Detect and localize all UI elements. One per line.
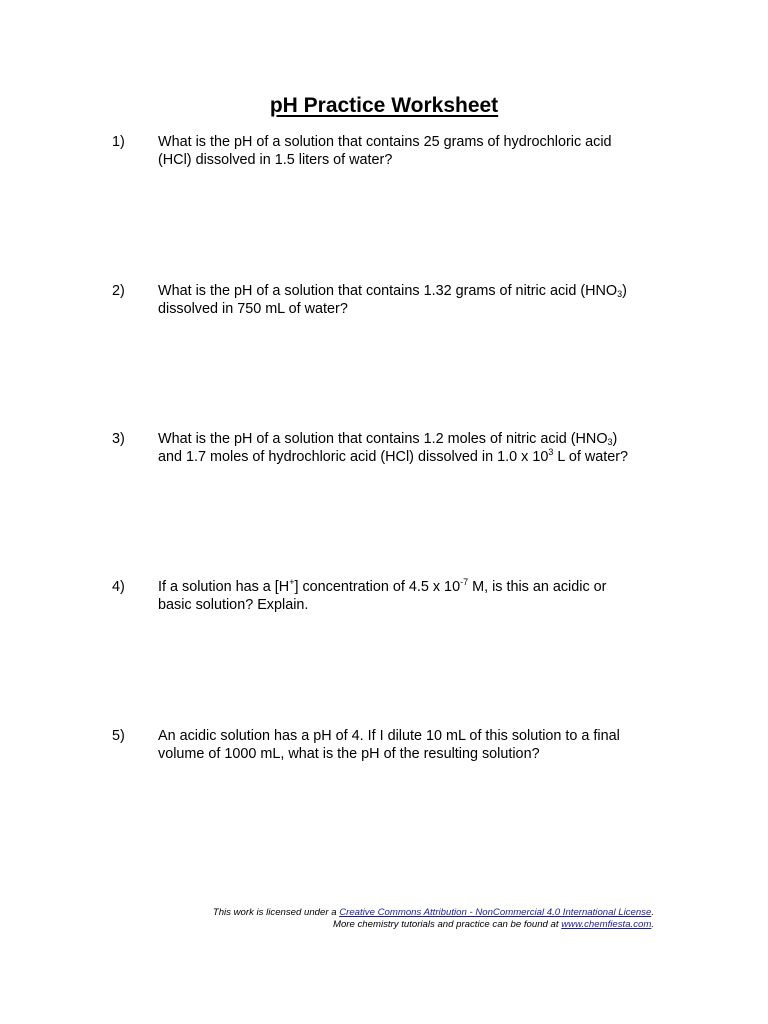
text-segment: ] concentration of 4.5 x 10 <box>294 579 461 595</box>
question-text <box>158 578 672 614</box>
license-link[interactable]: Creative Commons Attribution - NonCommercial 4.0 International License <box>339 907 652 918</box>
text-segment: ) <box>612 431 618 447</box>
footer-text: This work is licensed under a <box>212 907 340 918</box>
question-line: dissolved in 750 mL of water? <box>158 301 348 317</box>
footer-line-license <box>134 907 654 919</box>
question-number: 1) <box>112 134 125 150</box>
question-text <box>158 430 672 466</box>
superscript: -7 <box>460 577 469 587</box>
question-line <box>158 578 672 596</box>
question-text <box>158 282 672 318</box>
question-line: (HCl) dissolved in 1.5 liters of water? <box>158 152 393 168</box>
text-segment: M, is this an acidic or <box>468 579 607 595</box>
page-title: pH Practice Worksheet <box>269 94 499 117</box>
site-link[interactable]: www.chemfiesta.com <box>561 918 652 930</box>
question-line: An acidic solution has a pH of 4. If I dilute 10 mL of this solution to a final <box>158 728 620 744</box>
question-text <box>158 727 672 763</box>
question-line: volume of 1000 mL, what is the pH of the resulting solution? <box>158 746 540 762</box>
subscript: 3 <box>607 437 613 447</box>
question-line: basic solution? Explain. <box>158 597 309 613</box>
question-line: What is the pH of a solution that contains 25 grams of hydrochloric acid <box>158 134 612 150</box>
license-footer <box>134 907 654 930</box>
question-number: 5) <box>112 728 125 744</box>
question-line <box>158 282 672 300</box>
subscript: 3 <box>617 289 623 299</box>
footer-text: . <box>651 907 654 918</box>
question-text <box>158 133 672 169</box>
footer-line-site <box>134 919 654 931</box>
question-number: 4) <box>112 579 125 595</box>
text-segment: If a solution has a [H <box>158 579 290 595</box>
footer-text: . <box>651 918 654 930</box>
footer-text: More chemistry tutorials and practice can be found at <box>332 918 562 930</box>
question-number: 3) <box>112 431 125 447</box>
text-segment: and 1.7 moles of hydrochloric acid (HCl) dissolved in 1.0 x 10 <box>158 449 549 465</box>
question-line <box>158 448 672 466</box>
text-segment: What is the pH of a solution that contains 1.2 moles of nitric acid (HNO <box>158 431 608 447</box>
text-segment: What is the pH of a solution that contains 1.32 grams of nitric acid (HNO <box>158 283 618 299</box>
text-segment: ) <box>622 283 627 299</box>
superscript: 3 <box>548 447 554 457</box>
question-line <box>158 430 672 448</box>
superscript: + <box>289 577 295 587</box>
text-segment: L of water? <box>553 449 629 465</box>
question-number: 2) <box>112 283 125 299</box>
